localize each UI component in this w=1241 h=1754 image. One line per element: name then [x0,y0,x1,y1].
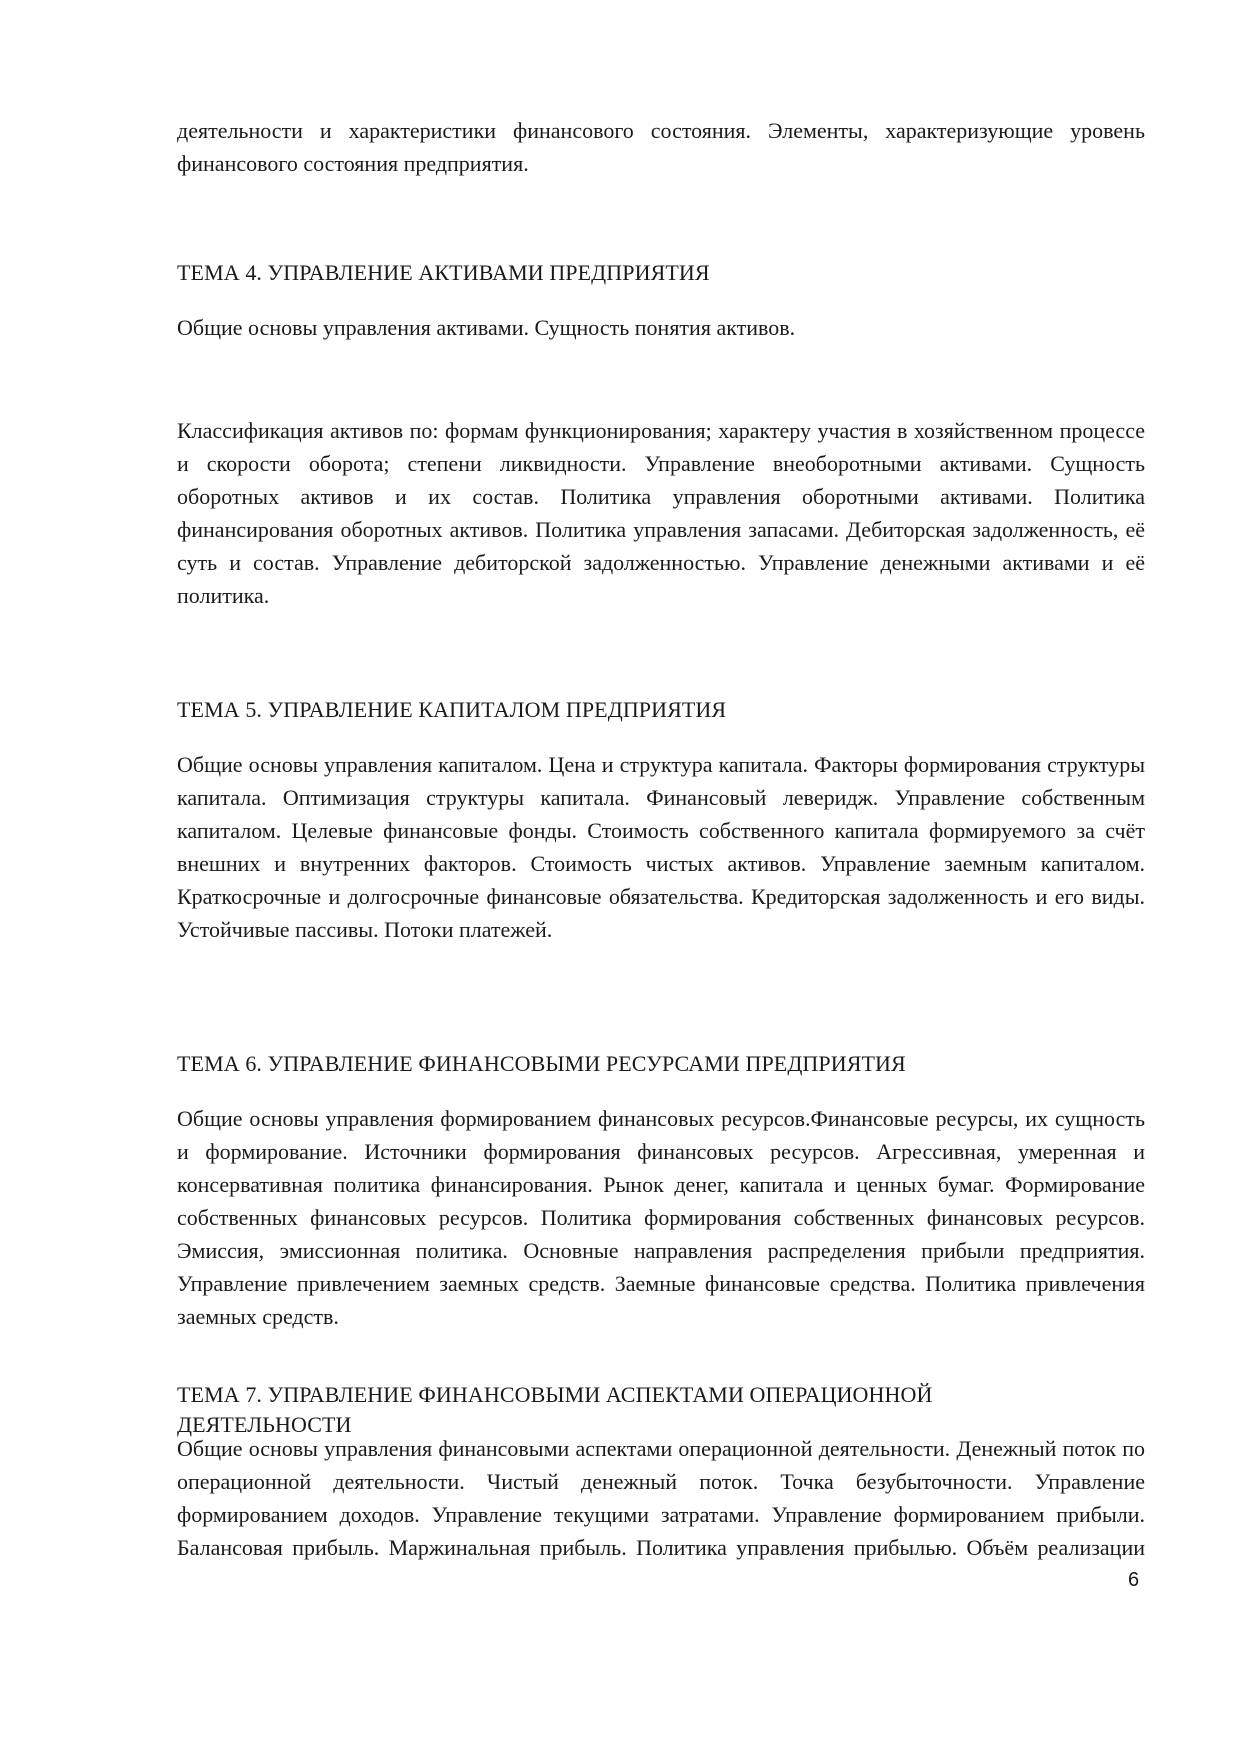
topic-7-heading-line-2: ДЕЯТЕЛЬНОСТИ [177,1412,352,1437]
topic-7-heading [177,1378,1145,1439]
topic-4-paragraph-1: Общие основы управления активами. Сущность понятия активов. [177,315,796,340]
topic-5-heading: ТЕМА 5. УПРАВЛЕНИЕ КАПИТАЛОМ ПРЕДПРИЯТИЯ [177,697,727,722]
intro-paragraph: деятельности и характеристики финансового состояния. Элементы, характеризующие уровень финансового состояния предприятия. [177,118,1145,176]
topic-4-heading: ТЕМА 4. УПРАВЛЕНИЕ АКТИВАМИ ПРЕДПРИЯТИЯ [177,260,710,285]
topic-5-paragraph-1: Общие основы управления капиталом. Цена и структура капитала. Факторы формирования структуры капитала. Оптимизация структуры капитала. Финансовый леверидж. Управление собственным капиталом. Целевые финансовые фонды. Стоимость собственного капитала формируемого за счёт внешних и внутренних факторов. Стоимость чистых активов. Управление заемным капиталом. Краткосрочные и долгосрочные финансовые обязательства. Кредиторская задолженность и его виды. Устойчивые пассивы. Потоки платежей. [177,752,1145,942]
topic-7-paragraph-1: Общие основы управления финансовыми аспектами операционной деятельности. Денежный поток по операционной деятельности. Чистый денежный поток. Точка безубыточности. Управление формированием доходов. Управление текущими затратами. Управление формированием прибыли. Балансовая прибыль. Маржинальная прибыль. Политика управления прибылью. Объём реализации [177,1436,1145,1560]
topic-6-heading: ТЕМА 6. УПРАВЛЕНИЕ ФИНАНСОВЫМИ РЕСУРСАМИ ПРЕДПРИЯТИЯ [177,1051,906,1076]
topic-6-paragraph-1: Общие основы управления формированием финансовых ресурсов.Финансовые ресурсы, их сущность и формирование. Источники формирования финансовых ресурсов. Агрессивная, умеренная и консервативная политика финансирования. Рынок денег, капитала и ценных бумаг. Формирование собственных финансовых ресурсов. Политика формирования собственных финансовых ресурсов. Эмиссия, эмиссионная политика. Основные направления распределения прибыли предприятия. Управление привлечением заемных средств. Заемные финансовые средства. Политика привлечения заемных средств. [177,1106,1145,1329]
topic-4-paragraph-2: Классификация активов по: формам функционирования; характеру участия в хозяйственном процессе и скорости оборота; степени ликвидности. Управление внеоборотными активами. Сущность оборотных активов и их состав. Политика управления оборотными активами. Политика финансирования оборотных активов. Политика управления запасами. Дебиторская задолженность, её суть и состав. Управление дебиторской задолженностью. Управление денежными активами и её политика. [177,418,1145,608]
page-number: 6 [1128,1569,1140,1591]
topic-7-heading-line-1: ТЕМА 7. УПРАВЛЕНИЕ ФИНАНСОВЫМИ АСПЕКТАМИ ОПЕРАЦИОННОЙ [177,1382,933,1407]
